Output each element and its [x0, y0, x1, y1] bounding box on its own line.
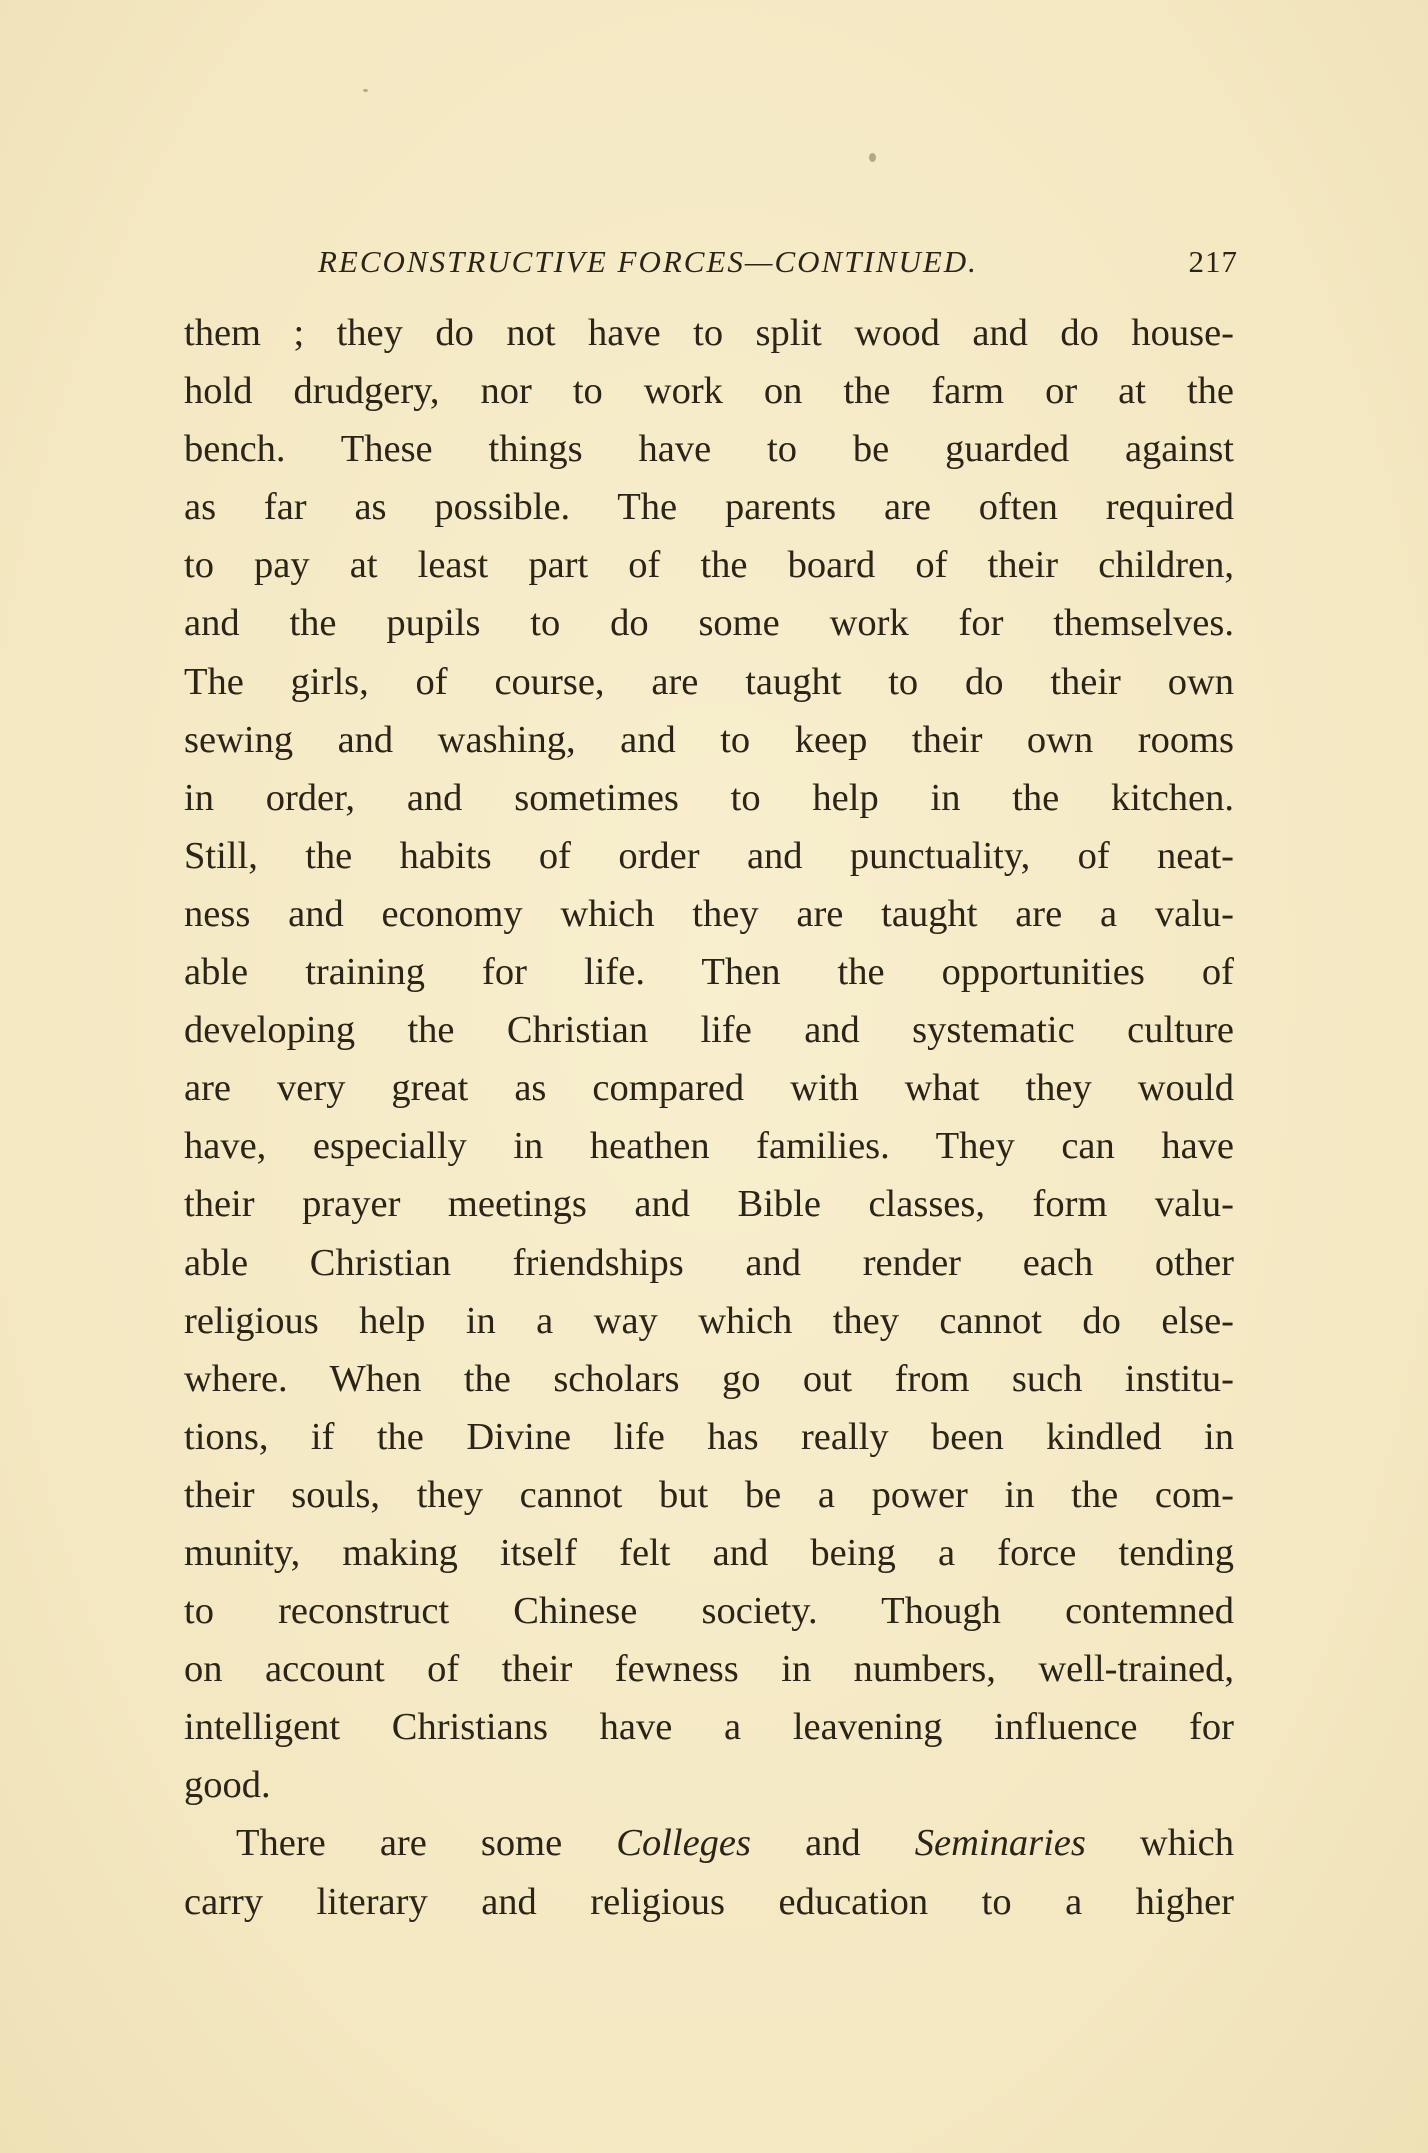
text-line: to pay at least part of the board of their children, — [184, 544, 1234, 587]
text-line: munity, making itself felt and being a force tending — [184, 1531, 1234, 1574]
text-line: where. When the scholars go out from such institu- — [184, 1357, 1234, 1400]
text-run: which — [1085, 1822, 1235, 1865]
text-line: The girls, of course, are taught to do their own — [184, 660, 1234, 703]
text-line: bench. These things have to be guarded against — [184, 428, 1234, 471]
text-line: in order, and sometimes to help in the kitchen. — [184, 776, 1234, 819]
page-header — [318, 240, 1238, 290]
text-line: and the pupils to do some work for themselves. — [184, 602, 1234, 645]
italic-term-seminaries: Seminaries — [914, 1822, 1086, 1865]
text-run: and — [751, 1822, 915, 1865]
page-number: 217 — [1188, 244, 1238, 279]
body-text — [184, 304, 1234, 1931]
text-line: their souls, they cannot but be a power in the com- — [184, 1473, 1234, 1516]
text-line: intelligent Christians have a leavening influence for — [184, 1706, 1234, 1749]
text-line: tions, if the Divine life has really been kindled in — [184, 1415, 1234, 1458]
text-line: sewing and washing, and to keep their own rooms — [184, 718, 1234, 761]
paragraph-opening-line — [184, 1814, 1234, 1872]
italic-term-colleges: Colleges — [616, 1822, 751, 1865]
ink-speck — [869, 153, 876, 162]
text-line: Still, the habits of order and punctuality, of neat- — [184, 834, 1234, 877]
text-line: ness and economy which they are taught are a valu- — [184, 892, 1234, 935]
ink-speck — [363, 89, 368, 92]
text-line: hold drudgery, nor to work on the farm or at the — [184, 370, 1234, 413]
text-run: There are some — [236, 1822, 617, 1865]
text-line: able training for life. Then the opportunities of — [184, 951, 1234, 994]
text-line: them ; they do not have to split wood and do house- — [184, 312, 1234, 354]
text-line: their prayer meetings and Bible classes, form valu- — [184, 1183, 1234, 1226]
text-line: religious help in a way which they cannot do else- — [184, 1299, 1234, 1342]
text-line: carry literary and religious education to a higher — [184, 1880, 1234, 1923]
text-line: able Christian friendships and render each other — [184, 1241, 1234, 1284]
running-head: RECONSTRUCTIVE FORCES—CONTINUED. — [318, 244, 978, 279]
text-line: on account of their fewness in numbers, well-trained, — [184, 1648, 1234, 1691]
text-line: have, especially in heathen families. They can have — [184, 1125, 1234, 1168]
text-line: developing the Christian life and systematic culture — [184, 1009, 1234, 1052]
text-line: as far as possible. The parents are often required — [184, 486, 1234, 529]
text-line: good. — [184, 1764, 271, 1807]
text-line: to reconstruct Chinese society. Though contemned — [184, 1590, 1234, 1633]
text-line: are very great as compared with what they would — [184, 1067, 1234, 1110]
